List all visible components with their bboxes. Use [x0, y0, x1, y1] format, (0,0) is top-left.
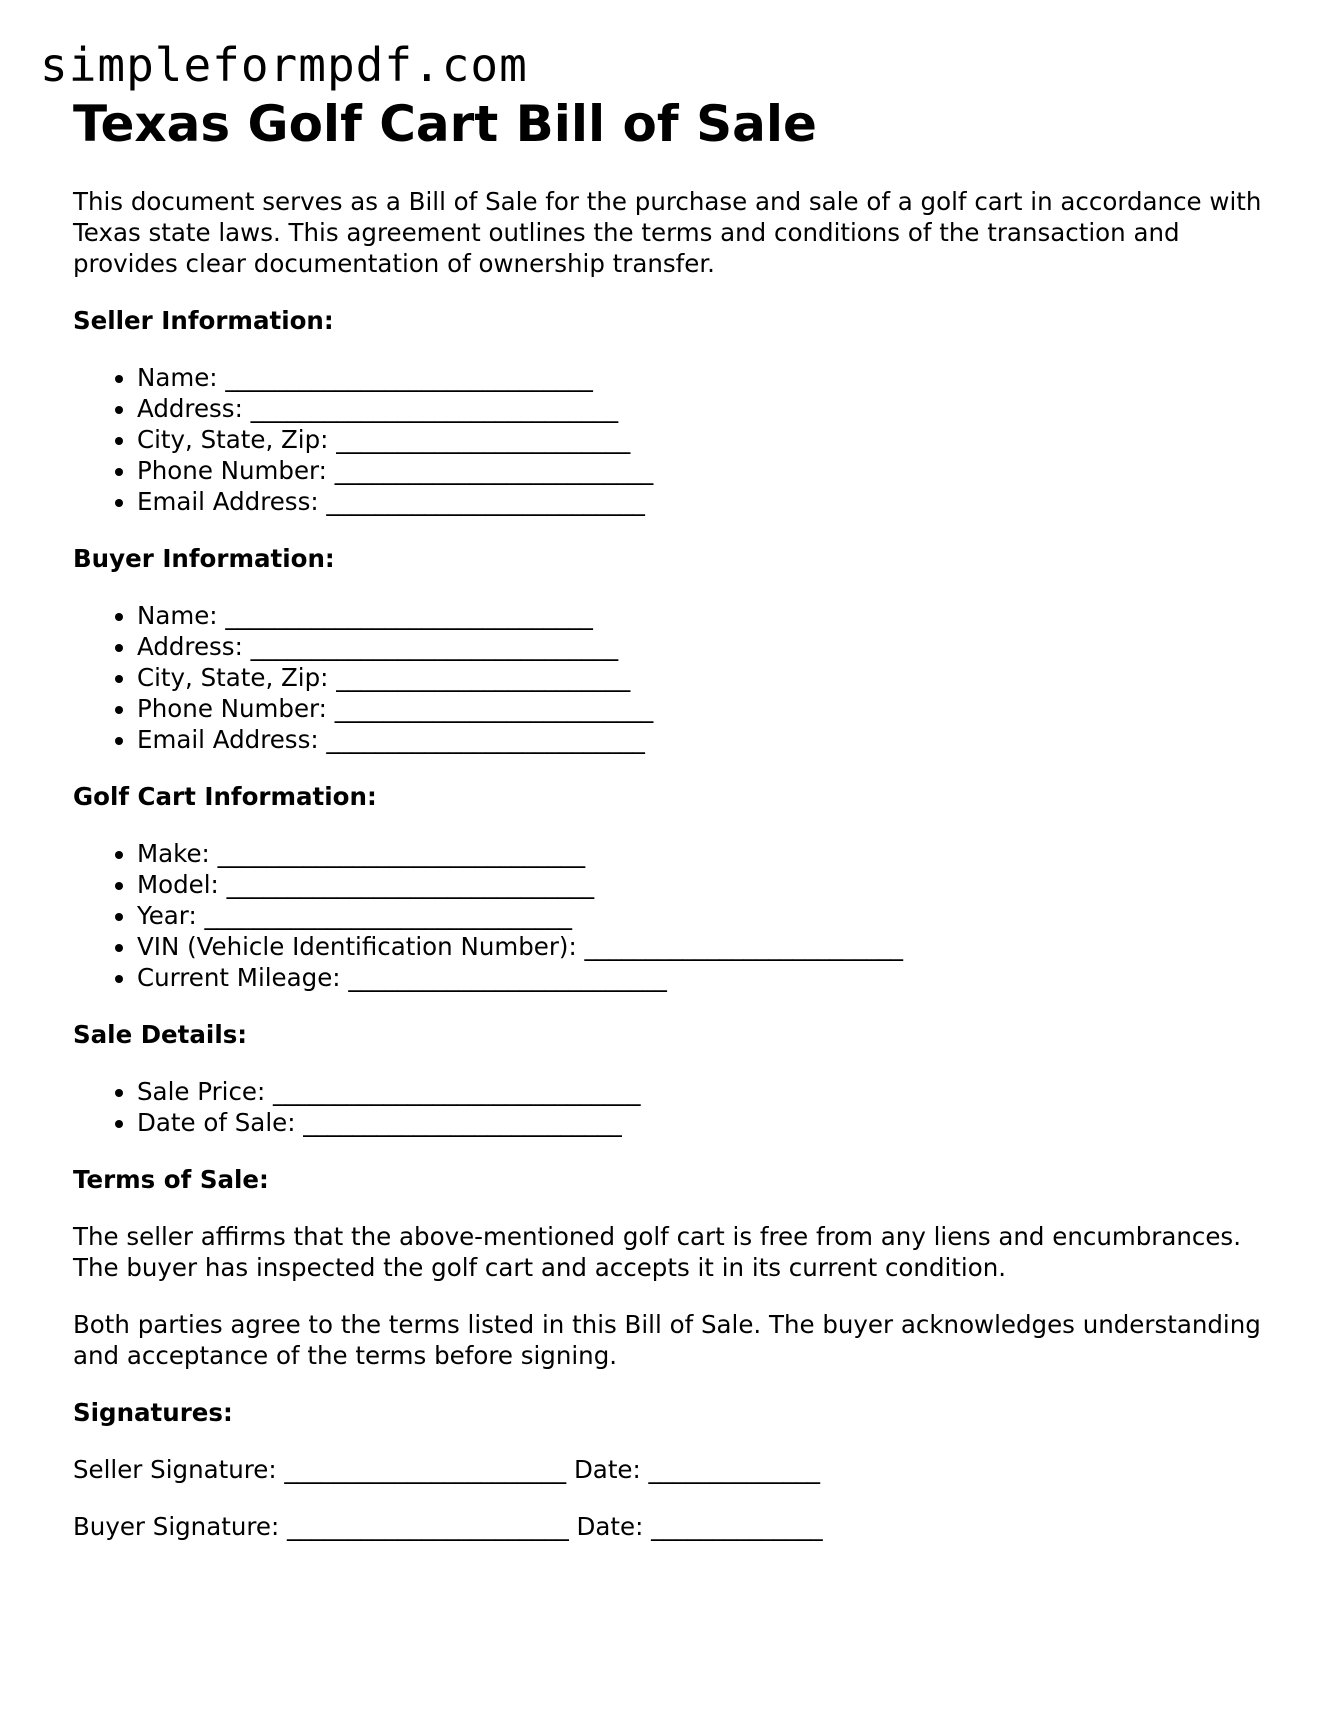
cart-mileage-field: • Current Mileage: __________________________ [137, 962, 1273, 993]
sale-date-field: • Date of Sale: __________________________ [137, 1107, 1273, 1138]
cart-fields [73, 838, 1273, 993]
sale-heading: Sale Details: [73, 1020, 248, 1049]
cart-heading: Golf Cart Information: [73, 782, 377, 811]
buyer-city-field: • City, State, Zip: ________________________ [137, 662, 1273, 693]
buyer-heading: Buyer Information: [73, 544, 335, 573]
intro-paragraph: This document serves as a Bill of Sale for the purchase and sale of a golf cart in accordance with Texas state laws. This agreement outlines the terms and conditions of the transaction and provides clear documentation of ownership transfer. [73, 187, 1262, 278]
buyer-phone-field: • Phone Number: __________________________ [137, 693, 1273, 724]
watermark: simpleformpdf.com [40, 38, 528, 92]
buyer-signature-line: Buyer Signature: _______________________ Date: ______________ [73, 1512, 823, 1541]
cart-make-field: • Make: ______________________________ [137, 838, 1273, 869]
terms-heading: Terms of Sale: [73, 1165, 269, 1194]
sale-price-field: • Sale Price: ______________________________ [137, 1076, 1273, 1107]
buyer-address-field: • Address: ______________________________ [137, 631, 1273, 662]
seller-fields [73, 362, 1273, 517]
seller-signature-line: Seller Signature: _______________________ Date: ______________ [73, 1455, 821, 1484]
document-page [73, 95, 1273, 1542]
cart-vin-field: • VIN (Vehicle Identification Number): __________________________ [137, 931, 1273, 962]
buyer-email-field: • Email Address: __________________________ [137, 724, 1273, 755]
signatures-heading: Signatures: [73, 1398, 233, 1427]
seller-phone-field: • Phone Number: __________________________ [137, 455, 1273, 486]
seller-email-field: • Email Address: __________________________ [137, 486, 1273, 517]
page-title: Texas Golf Cart Bill of Sale [73, 95, 817, 153]
seller-name-field: • Name: ______________________________ [137, 362, 1273, 393]
cart-year-field: • Year: ______________________________ [137, 900, 1273, 931]
buyer-name-field: • Name: ______________________________ [137, 600, 1273, 631]
buyer-fields [73, 600, 1273, 755]
sale-fields [73, 1076, 1273, 1138]
cart-model-field: • Model: ______________________________ [137, 869, 1273, 900]
seller-address-field: • Address: ______________________________ [137, 393, 1273, 424]
terms-paragraph-1: The seller affirms that the above-mentioned golf cart is free from any liens and encumbrances. The buyer has inspected the golf cart and accepts it in its current condition. [73, 1222, 1241, 1282]
terms-paragraph-2: Both parties agree to the terms listed in this Bill of Sale. The buyer acknowledges understanding and acceptance of the terms before signing. [73, 1310, 1261, 1370]
seller-heading: Seller Information: [73, 306, 334, 335]
seller-city-field: • City, State, Zip: ________________________ [137, 424, 1273, 455]
